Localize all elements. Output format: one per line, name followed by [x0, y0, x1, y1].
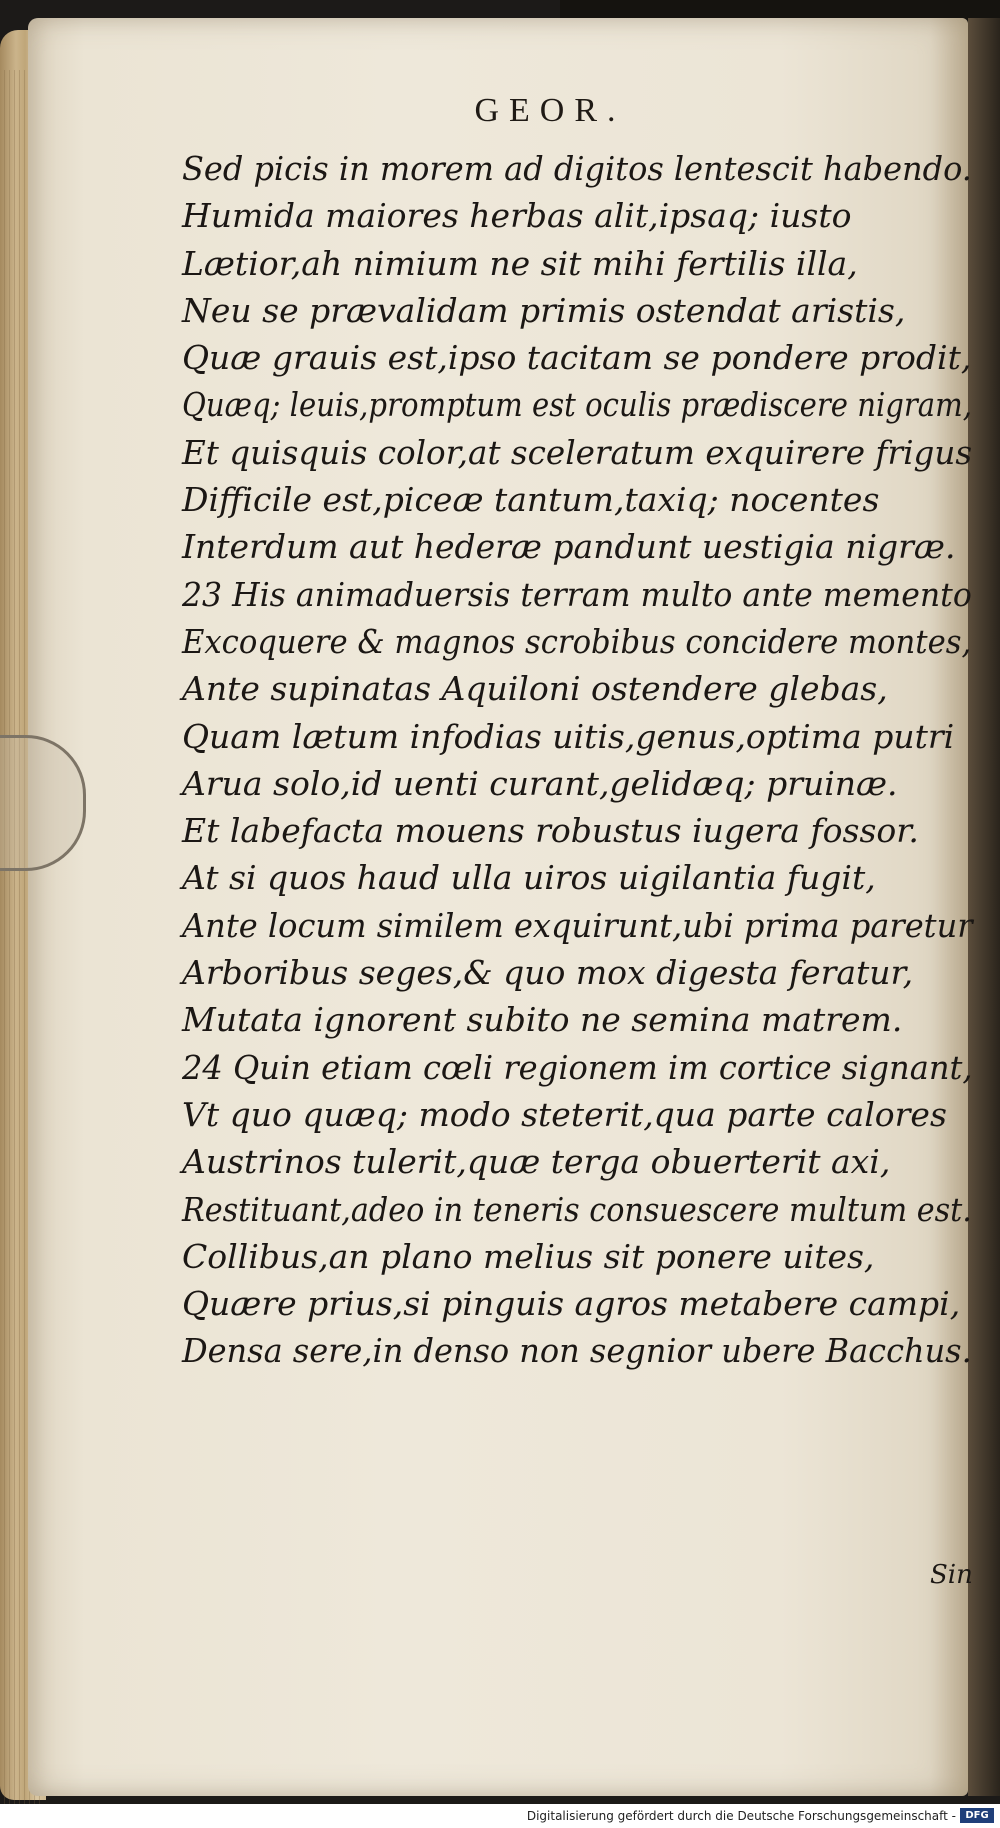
dfg-logo: DFG [960, 1808, 994, 1823]
verse-line: Sed picis in morem ad digitos lentescit habendo. [182, 149, 972, 188]
verse-line-numbered: 23 His animaduersis terram multo ante memento [182, 574, 972, 614]
page-gutter [968, 18, 1000, 1796]
catchword: Sin [930, 1560, 973, 1590]
verse-text [182, 145, 972, 1375]
verse-line: Quæ grauis est,ipso tacitam se pondere prodit, [182, 338, 972, 378]
verse-line-numbered: 24 Quin etiam cœli regionem im cortice signant, [182, 1047, 973, 1087]
verse-line: Restituant,adeo in teneris consuescere multum est. [182, 1189, 972, 1229]
verse-line: Difficile est,piceæ tantum,taxiq; nocentes [182, 480, 880, 520]
verse-line: Mutata ignorent subito ne semina matrem. [182, 1000, 903, 1040]
verse-line: Humida maiores herbas alit,ipsaq; iusto [182, 196, 852, 236]
verse-line: At si quos haud ulla uiros uigilantia fugit, [182, 858, 876, 898]
verse-line: Austrinos tulerit,quæ terga obuerterit axi, [182, 1142, 891, 1182]
verse-line: Quam lætum infodias uitis,genus,optima putri [182, 716, 955, 756]
verse-line: Arboribus seges,& quo mox digesta feratur, [182, 953, 914, 993]
digitization-footer [0, 1804, 1000, 1828]
verse-line: Interdum aut hederæ pandunt uestigia nigræ. [182, 527, 956, 567]
verse-line: Ante supinatas Aquiloni ostendere glebas, [182, 669, 888, 709]
verse-line: Arua solo,id uenti curant,gelidæq; pruinæ. [182, 763, 898, 803]
verse-line: Collibus,an plano melius sit ponere uites, [182, 1236, 875, 1276]
verse-line: Quæq; leuis,promptum est oculis prædiscere nigram, [182, 385, 973, 425]
verse-line: Vt quo quæq; modo steterit,qua parte calores [182, 1094, 947, 1134]
verse-line: Neu se prævalidam primis ostendat aristis, [182, 290, 906, 330]
verse-line: Ante locum similem exquirunt,ubi prima paretur [182, 905, 973, 945]
verse-line: Lætior,ah nimium ne sit mihi fertilis illa, [182, 243, 858, 283]
digitization-credit: Digitalisierung gefördert durch die Deutsche Forschungsgemeinschaft - [526, 1809, 956, 1823]
verse-line: Excoquere & magnos scrobibus concidere montes, [182, 621, 972, 661]
verse-line: Et quisquis color,at sceleratum exquirere frigus [182, 432, 973, 472]
running-head: GEOR. [474, 92, 626, 129]
verse-line: Densa sere,in denso non segnior ubere Bacchus. [182, 1331, 972, 1371]
verse-line: Et labefacta mouens robustus iugera fossor. [182, 811, 919, 851]
verse-line: Quære prius,si pinguis agros metabere campi, [182, 1284, 961, 1324]
